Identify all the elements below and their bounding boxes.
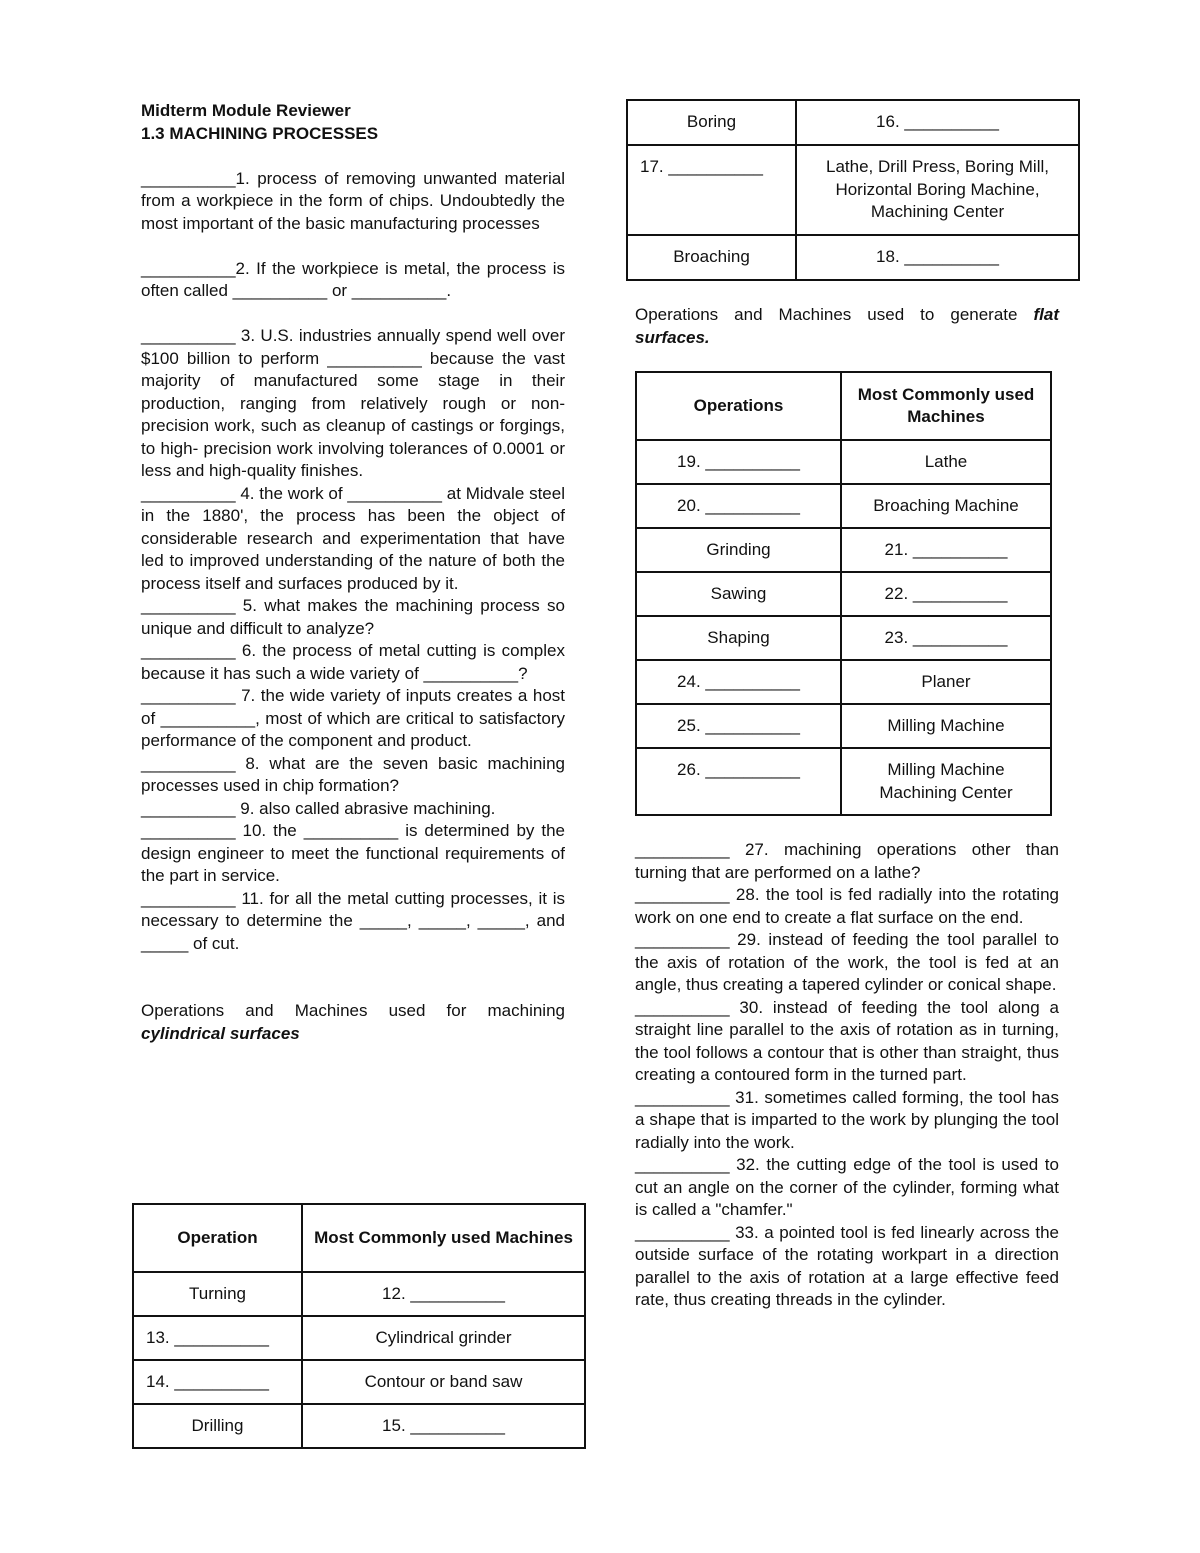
table-cell: Grinding <box>636 528 841 572</box>
table-row <box>636 660 1051 704</box>
question-5: __________ 5. what makes the machining process so unique and difficult to analyze? <box>141 596 565 638</box>
table-cell: 14. __________ <box>133 1360 302 1404</box>
table-cell: Contour or band saw <box>302 1360 585 1404</box>
right-questions <box>635 839 1059 1312</box>
cylindrical-table <box>132 1203 586 1449</box>
table-cell: Planer <box>841 660 1051 704</box>
table-row <box>627 145 1079 235</box>
cylindrical-intro-emphasis: cylindrical surfaces <box>141 1023 300 1043</box>
question-2: __________2. If the workpiece is metal, the process is often called __________ or __________. <box>141 258 565 300</box>
table-row <box>133 1404 585 1448</box>
table-cell: Drilling <box>133 1404 302 1448</box>
header-machines: Most Commonly used Machines <box>302 1204 585 1272</box>
table-row <box>133 1272 585 1316</box>
header-operation: Operation <box>133 1204 302 1272</box>
table-cell: 17. __________ <box>627 145 796 235</box>
section-heading: 1.3 MACHINING PROCESSES <box>141 123 379 143</box>
table-cell: Lathe, Drill Press, Boring Mill, Horizontal Boring Machine, Machining Center <box>796 145 1079 235</box>
table-cell: 21. __________ <box>841 528 1051 572</box>
table-row <box>133 1360 585 1404</box>
question-32: __________ 32. the cutting edge of the tool is used to cut an angle on the corner of the cylinder, forming what is called a "chamfer." <box>635 1155 1059 1219</box>
table-row <box>636 440 1051 484</box>
table-cell: 22. __________ <box>841 572 1051 616</box>
flat-surfaces-table <box>635 371 1052 816</box>
table-cell: Sawing <box>636 572 841 616</box>
question-3: __________ 3. U.S. industries annually spend well over $100 billion to perform __________ because the vast majority of manufactured some stage in their production, ranging from relatively rough or non-precision work, such as cleanup of castings or forgings, to high- precision work involving tolerances of 0.0001 or less and high-quality finishes. <box>141 326 565 480</box>
question-7: __________ 7. the wide variety of inputs creates a host of __________, most of which are critical to satisfactory performance of the component and product. <box>141 686 565 750</box>
table-row <box>627 100 1079 145</box>
table-row <box>636 572 1051 616</box>
cylindrical-intro <box>141 1000 565 1045</box>
table-cell: 13. __________ <box>133 1316 302 1360</box>
table-cell: Lathe <box>841 440 1051 484</box>
question-29: __________ 29. instead of feeding the tool parallel to the axis of rotation of the work, the tool is fed at an angle, thus creating a tapered cylinder or conical shape. <box>635 930 1059 994</box>
table-cell: 15. __________ <box>302 1404 585 1448</box>
table-cell: 25. __________ <box>636 704 841 748</box>
table-row <box>636 704 1051 748</box>
table-cell: Broaching Machine <box>841 484 1051 528</box>
flat-intro-emphasis: flat surfaces. <box>635 305 1059 347</box>
question-27: __________ 27. machining operations other than turning that are performed on a lathe? <box>635 840 1059 882</box>
table-cell: 12. __________ <box>302 1272 585 1316</box>
table-cell: Turning <box>133 1272 302 1316</box>
table-row <box>636 616 1051 660</box>
table-cell: Cylindrical grinder <box>302 1316 585 1360</box>
question-9: __________ 9. also called abrasive machining. <box>141 798 496 818</box>
left-column <box>141 100 565 1045</box>
table-cell: 23. __________ <box>841 616 1051 660</box>
header-operations: Operations <box>636 372 841 440</box>
table-row <box>133 1316 585 1360</box>
question-8: __________ 8. what are the seven basic machining processes used in chip formation? <box>141 753 565 795</box>
question-1: __________1. process of removing unwanted material from a workpiece in the form of chips. Undoubtedly the most important of the basic manufacturing processes <box>141 168 565 233</box>
table-cell: 18. __________ <box>796 235 1079 280</box>
table-row <box>636 748 1051 815</box>
cylindrical-table-continued <box>626 99 1080 281</box>
flat-intro-text: Operations and Machines used to generate <box>635 305 1018 324</box>
table-cell: 16. __________ <box>796 100 1079 145</box>
question-11: __________ 11. for all the metal cutting processes, it is necessary to determine the _____, _____, _____, and _____ of cut. <box>141 888 565 953</box>
table-row <box>636 528 1051 572</box>
table-cell: 24. __________ <box>636 660 841 704</box>
table-cell: Broaching <box>627 235 796 280</box>
question-33: __________ 33. a pointed tool is fed linearly across the outside surface of the rotating workpart in a direction parallel to the axis of rotation at a large effective feed rate, thus creating threads in the cylinder. <box>635 1222 1059 1309</box>
table-cell: Boring <box>627 100 796 145</box>
flat-intro-block <box>635 304 1059 349</box>
question-10: __________ 10. the __________ is determined by the design engineer to meet the functional requirements of the part in service. <box>141 821 565 885</box>
header-machines: Most Commonly used Machines <box>841 372 1051 440</box>
table-cell: Milling Machine Machining Center <box>841 748 1051 815</box>
question-4: __________ 4. the work of __________ at Midvale steel in the 1880', the process has been the object of considerable research and experimentation that have led to improved understanding of the nature of both the process itself and surfaces produced by it. <box>141 483 565 593</box>
question-28: __________ 28. the tool is fed radially into the rotating work on one end to create a flat surface on the end. <box>635 885 1059 927</box>
table-cell: 19. __________ <box>636 440 841 484</box>
question-31: __________ 31. sometimes called forming, the tool has a shape that is imparted to the work by plunging the tool radially into the work. <box>635 1087 1059 1152</box>
cylindrical-intro-text: Operations and Machines used for machining <box>141 1001 565 1020</box>
table-cell: Shaping <box>636 616 841 660</box>
table-row <box>636 484 1051 528</box>
table-cell: 20. __________ <box>636 484 841 528</box>
question-30: __________ 30. instead of feeding the tool along a straight line parallel to the axis of rotation as in turning, the tool follows a contour that is other than straight, thus creating a contoured form in the turned part. <box>635 997 1059 1084</box>
table-row <box>627 235 1079 280</box>
table-cell: Milling Machine <box>841 704 1051 748</box>
table-header-row <box>636 372 1051 440</box>
table-header-row <box>133 1204 585 1272</box>
question-6: __________ 6. the process of metal cutting is complex because it has such a wide variety of __________? <box>141 641 565 683</box>
document-title: Midterm Module Reviewer <box>141 101 351 120</box>
table-cell: 26. __________ <box>636 748 841 815</box>
flat-intro <box>635 304 1059 349</box>
